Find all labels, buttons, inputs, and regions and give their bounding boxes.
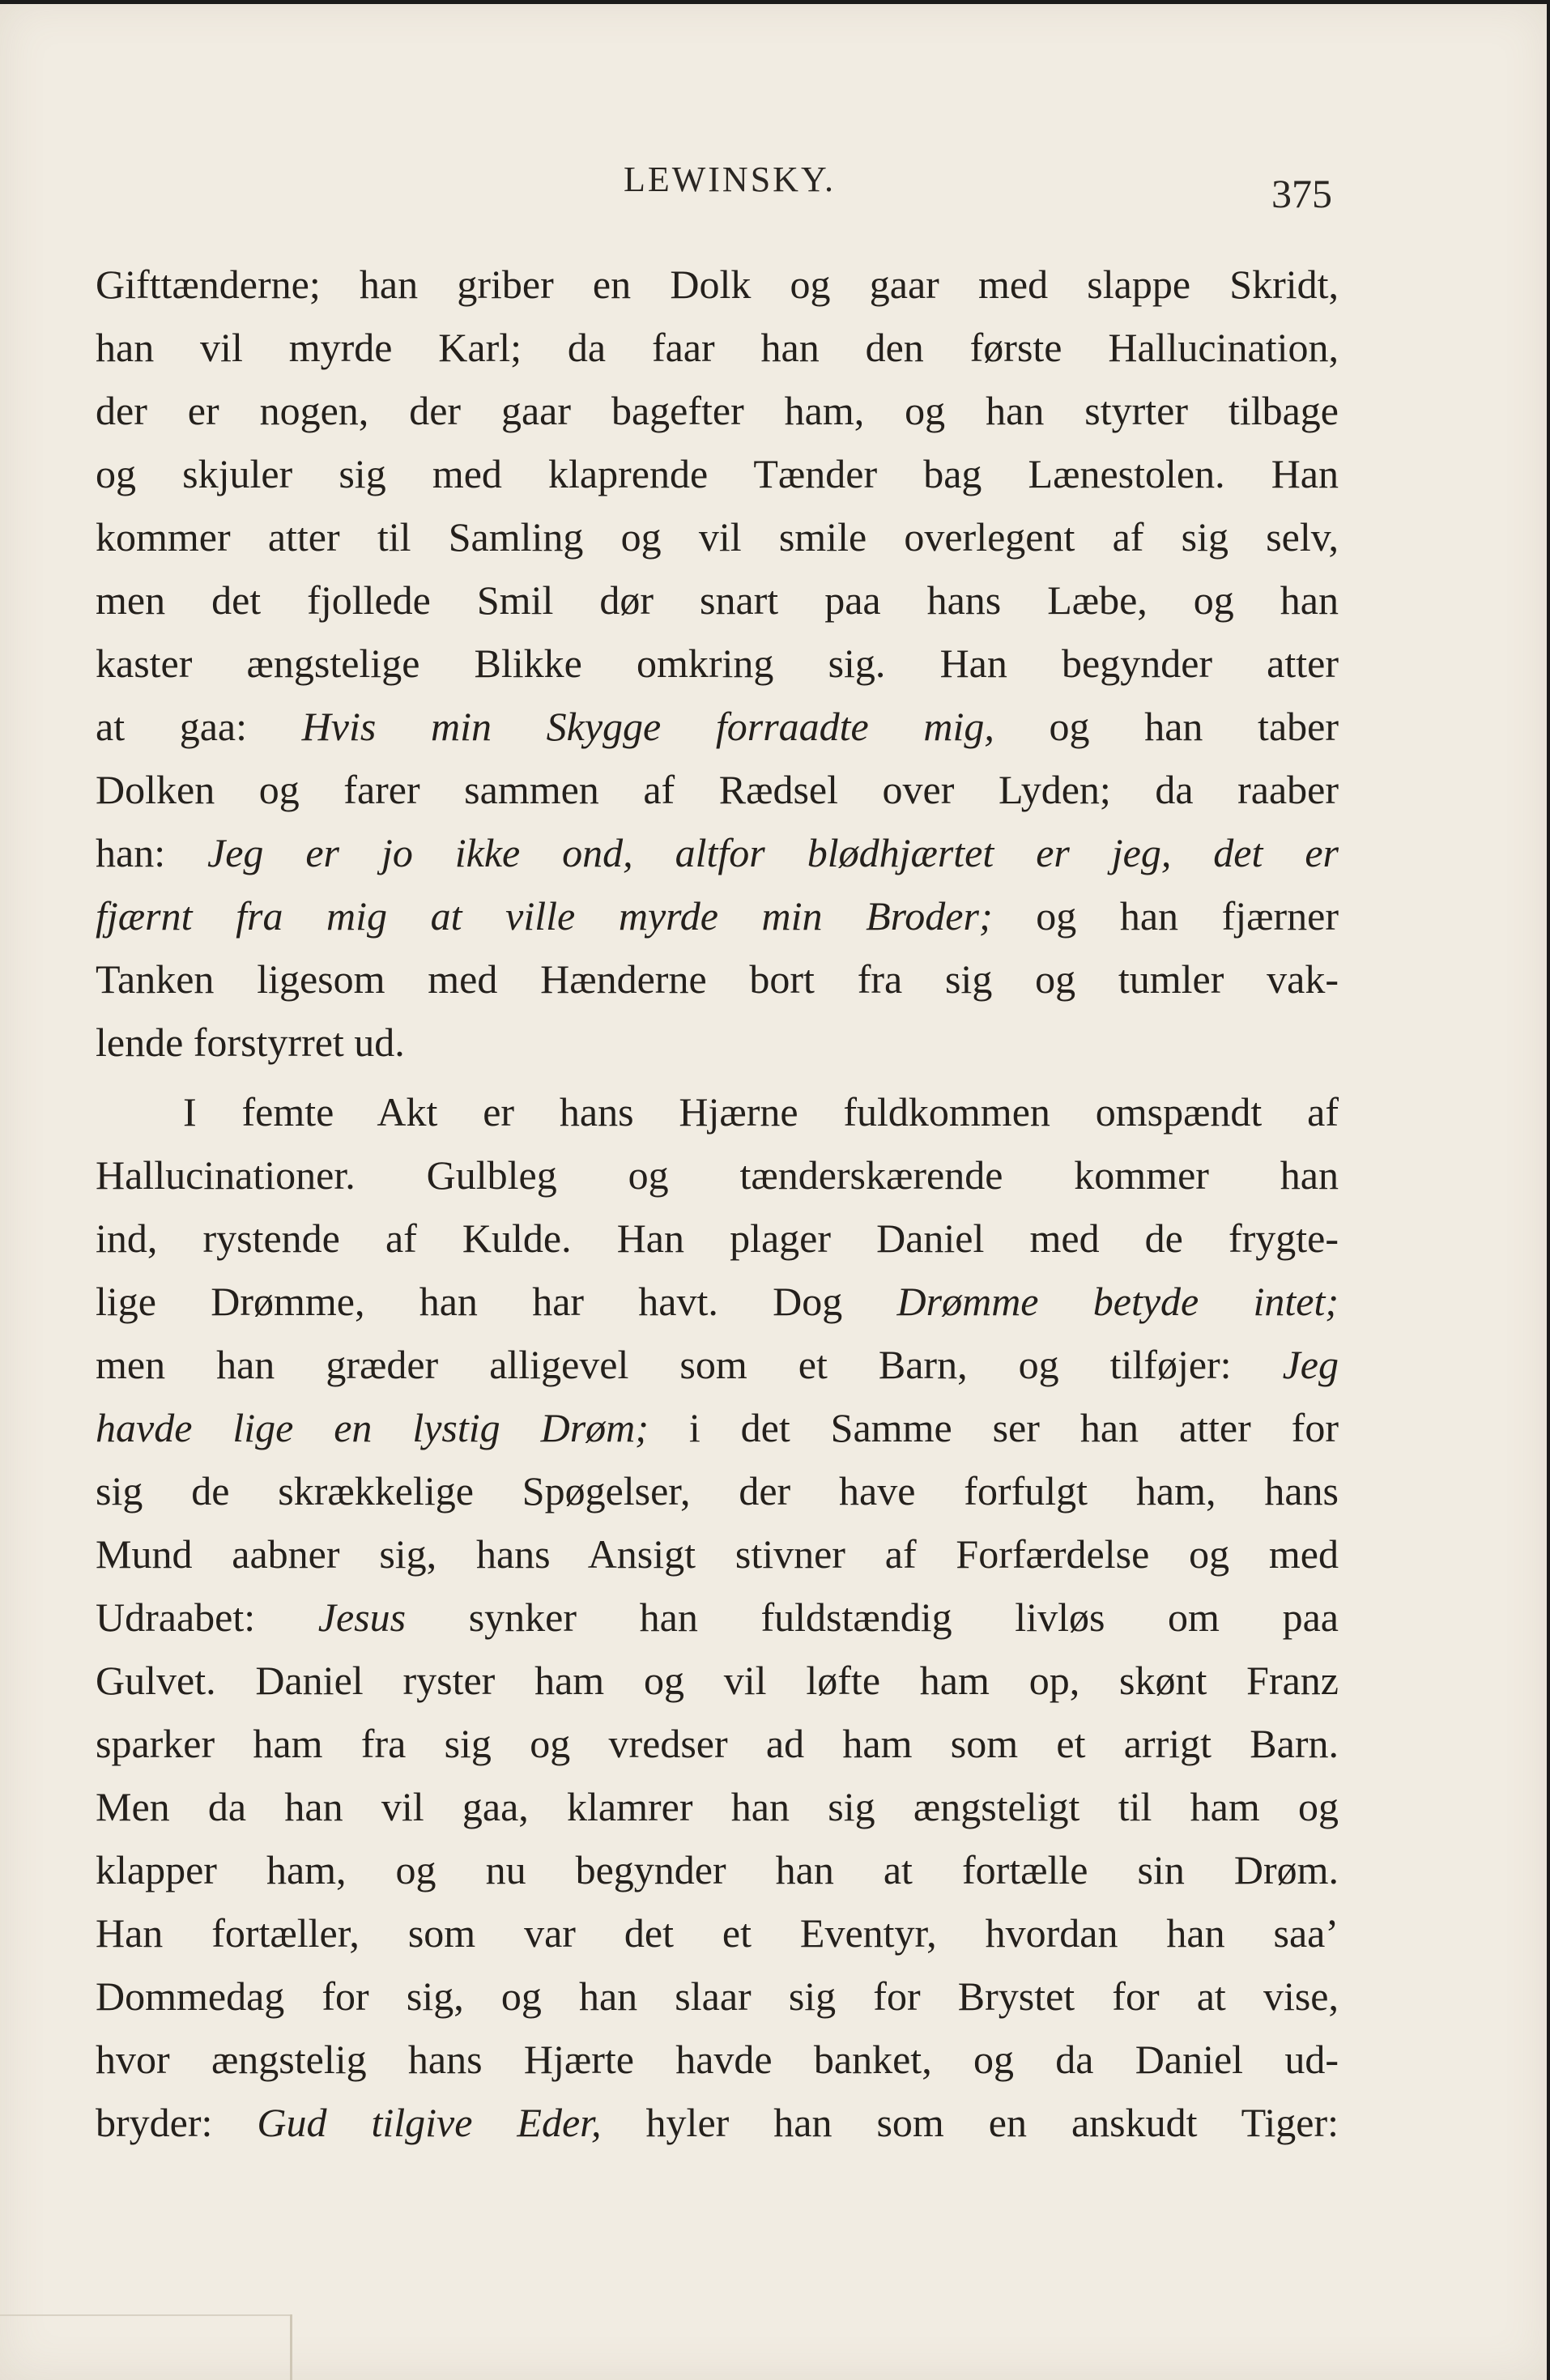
text-line: Han fortæller, som var det et Eventyr, hvordan han saa’ — [96, 1910, 1339, 1956]
italic-quote: Gud tilgive Eder, — [257, 2100, 602, 2145]
italic-quote: havde lige en lystig Drøm; — [96, 1405, 649, 1450]
text-line: at gaa: Hvis min Skygge forraadte mig, og han taber — [96, 704, 1339, 749]
text-line: Gifttænderne; han griber en Dolk og gaar med slappe Skridt, — [96, 262, 1339, 307]
text-line: klapper ham, og nu begynder han at fortælle sin Drøm. — [96, 1847, 1339, 1893]
text-line: Hallucinationer. Gulbleg og tænderskærende kommer han — [96, 1152, 1339, 1198]
text-line: der er nogen, der gaar bagefter ham, og han styrter tilbage — [96, 388, 1339, 433]
body-text — [96, 253, 1339, 2154]
text-line: havde lige en lystig Drøm; i det Samme ser han atter for — [96, 1405, 1339, 1450]
italic-quote: Jeg er jo ikke ond, altfor blødhjærtet er jeg, det er — [207, 830, 1339, 875]
italic-quote: Drømme betyde intet; — [896, 1279, 1339, 1324]
running-title: LEWINSKY. — [624, 160, 837, 199]
scan-border-top — [0, 0, 1550, 4]
text-line: Tanken ligesom med Hænderne bort fra sig og tumler vak- — [96, 956, 1339, 1002]
text-line: han: Jeg er jo ikke ond, altfor blødhjærtet er jeg, det er — [96, 830, 1339, 875]
text-line: fjærnt fra mig at ville myrde min Broder; og han fjærner — [96, 893, 1339, 939]
text-line: ind, rystende af Kulde. Han plager Daniel med de frygte- — [96, 1216, 1339, 1261]
text-line: Mund aabner sig, hans Ansigt stivner af Forfærdelse og med — [96, 1531, 1339, 1577]
scan-border-right — [1547, 0, 1550, 2380]
text-line: Men da han vil gaa, klamrer han sig ængsteligt til ham og — [96, 1784, 1339, 1829]
text-line: kaster ængstelige Blikke omkring sig. Han begynder atter — [96, 641, 1339, 686]
italic-quote: fjærnt fra mig at ville myrde min Broder; — [96, 893, 993, 939]
text-line: Dommedag for sig, og han slaar sig for Brystet for at vise, — [96, 1973, 1339, 2019]
text-line: kommer atter til Samling og vil smile overlegent af sig selv, — [96, 514, 1339, 560]
italic-quote: Hvis min Skygge forraadte mig, — [301, 704, 994, 749]
text-line: lende forstyrret ud. — [96, 1020, 405, 1065]
text-line: lige Drømme, han har havt. Dog Drømme betyde intet; — [96, 1279, 1339, 1324]
text-line: hvor ængstelig hans Hjærte havde banket, og da Daniel ud- — [96, 2037, 1339, 2082]
scan-artifact-mark — [290, 2314, 292, 2380]
text-line: men han græder alligevel som et Barn, og tilføjer: Jeg — [96, 1342, 1339, 1387]
text-line: Udraabet: Jesus synker han fuldstændig livløs om paa — [96, 1594, 1339, 1640]
text-line: sparker ham fra sig og vredser ad ham som et arrigt Barn. — [96, 1721, 1339, 1766]
text-line: sig de skrækkelige Spøgelser, der have forfulgt ham, hans — [96, 1468, 1339, 1514]
text-line: bryder: Gud tilgive Eder, hyler han som en anskudt Tiger: — [96, 2100, 1339, 2145]
running-header — [0, 159, 1550, 215]
text-line: og skjuler sig med klaprende Tænder bag Lænestolen. Han — [96, 451, 1339, 496]
italic-quote: Jeg — [1282, 1342, 1339, 1387]
scan-artifact-line — [0, 2314, 292, 2316]
page-number: 375 — [1271, 171, 1332, 216]
text-line: men det fjollede Smil dør snart paa hans Læbe, og han — [96, 577, 1339, 623]
text-line: han vil myrde Karl; da faar han den første Hallucination, — [96, 325, 1339, 370]
text-line: Gulvet. Daniel ryster ham og vil løfte ham op, skønt Franz — [96, 1658, 1339, 1703]
text-line: Dolken og farer sammen af Rædsel over Lyden; da raaber — [96, 767, 1339, 812]
italic-quote: Jesus — [317, 1594, 407, 1640]
paragraph-start-line: I femte Akt er hans Hjærne fuldkommen omspændt af — [183, 1089, 1339, 1135]
